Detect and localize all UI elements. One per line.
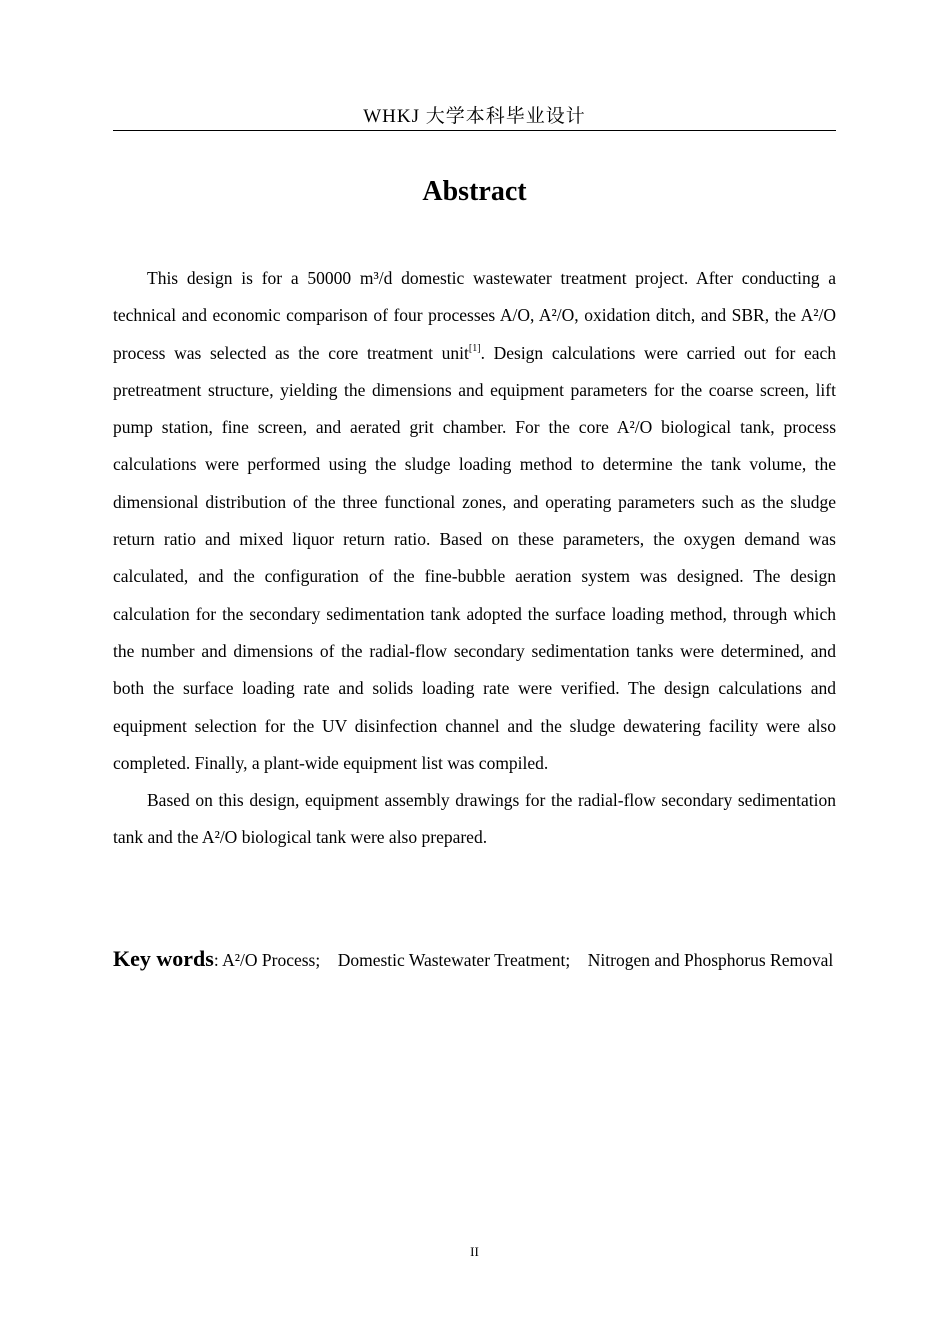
keyword-item: A²/O Process; [222,950,321,970]
keyword-item: Nitrogen and Phosphorus Removal [587,950,834,970]
abstract-p1-text-b: . Design calculations were carried out for each pretreatment structure, yielding the dimensions and equipment parameters for the coarse screen, lift pump station, fine screen, and aerated grit chamber. For the core A²/O biological tank, process calculations were performed using the sludge loading method to determine the tank volume, the dimensional distribution of the three functional zones, and operating parameters such as the sludge return ratio and mixed liquor return ratio. Based on these parameters, the oxygen demand was calculated, and the configuration of the fine-bubble aeration system was designed. The design calculation for the secondary sedimentation tank adopted the surface loading method, through which the number and dimensions of the radial-flow secondary sedimentation tanks were determined, and both the surface loading rate and solids loading rate were verified. The design calculations and equipment selection for the UV disinfection channel and the sludge dewatering facility were also completed. Finally, a plant-wide equipment list was compiled. [113,342,836,773]
citation-ref[interactable]: [1] [468,342,481,354]
keyword-item: Domestic Wastewater Treatment; [337,950,571,970]
header-rule [113,130,836,131]
abstract-title: Abstract [422,176,527,207]
abstract-p1-text-a: This design is for a 50000 m³/d domestic wastewater treatment project. After conducting a technical and economic comparison of four processes A/O, A²/O, oxidation ditch, and SBR, the A²/O process was selected as the core treatment unit [113,268,836,363]
keywords-colon: : [213,950,219,970]
page-header: WHKJ 大学本科毕业设计 [363,106,586,127]
keywords-line [113,934,836,985]
abstract-paragraph-2: Based on this design, equipment assembly drawings for the radial-flow secondary sedimentation tank and the A²/O biological tank were also prepared. [113,790,836,848]
abstract-paragraph-1 [113,260,836,782]
keywords-label: Key words [113,946,214,971]
page-number: II [470,1244,479,1259]
abstract-body [113,260,836,857]
